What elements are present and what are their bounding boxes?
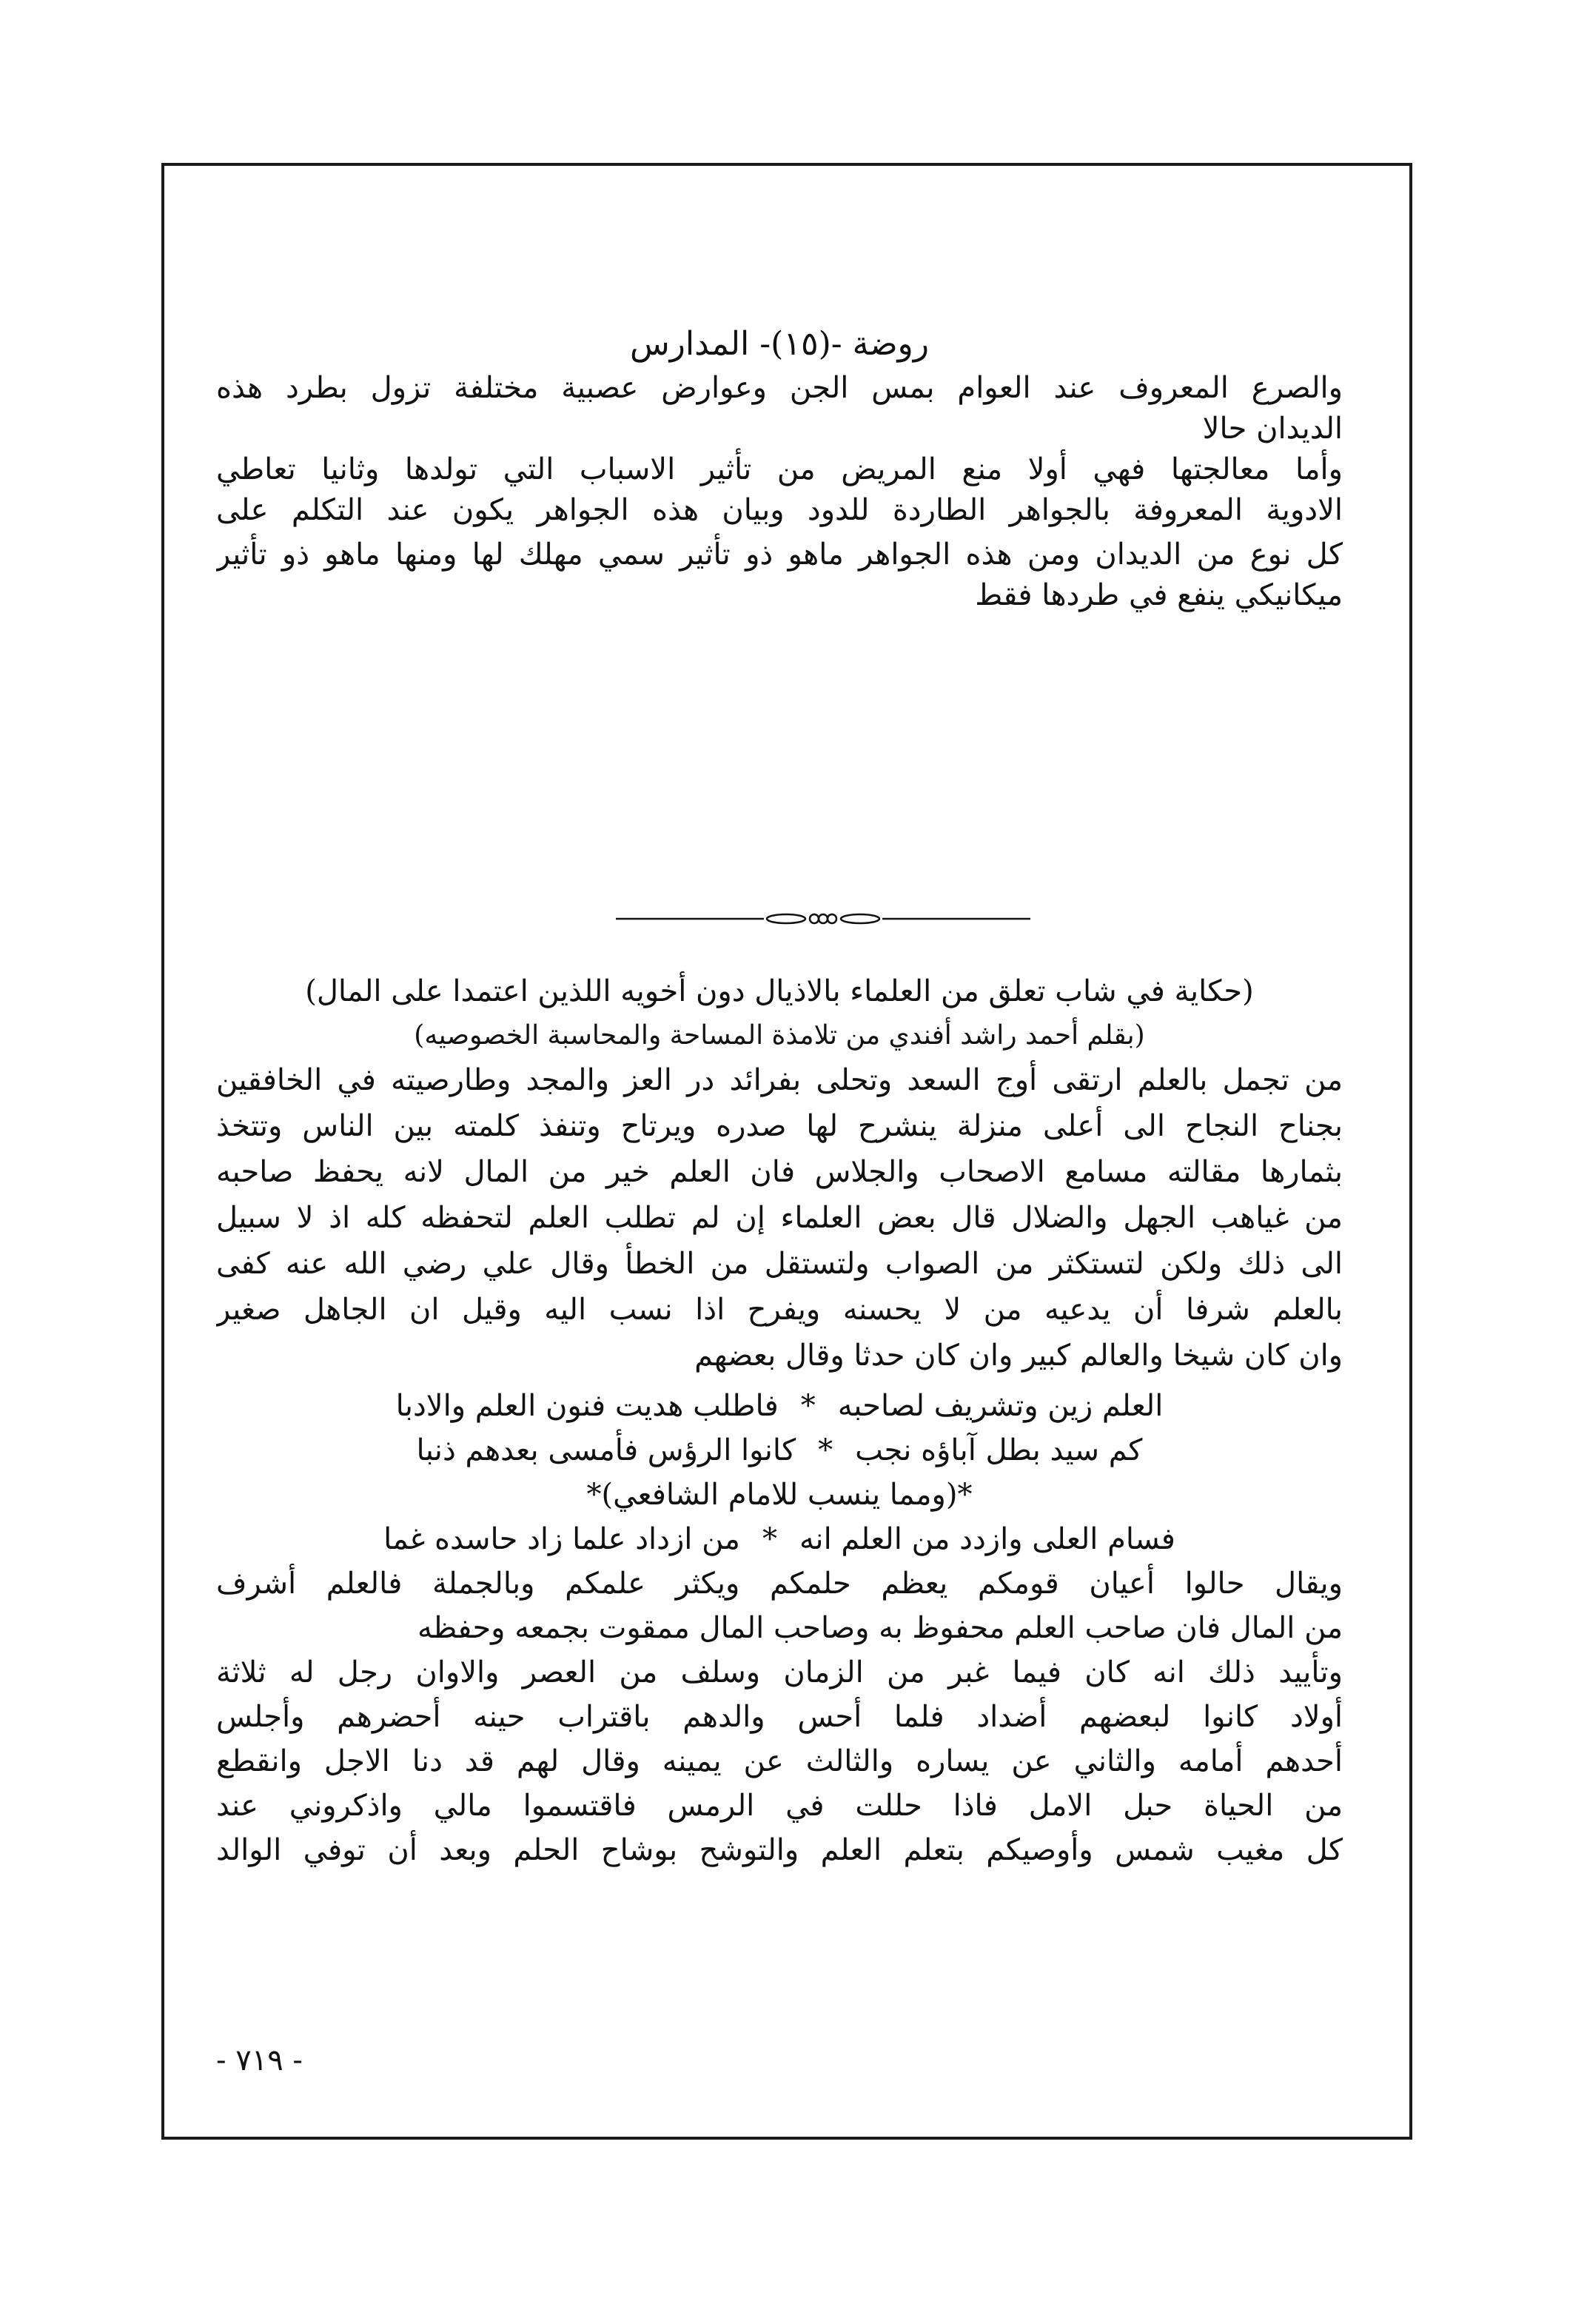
- text-line: ميكانيكي ينفع في طردها فقط: [975, 578, 1343, 612]
- verse-separator-star: *: [800, 1389, 816, 1423]
- text-line: وان كان شيخا والعالم كبير وان كان حدثا وقال بعضهم: [694, 1339, 1343, 1373]
- text-line: الادوية المعروفة بالجواهر الطاردة للدود وبيان هذه الجواهر يكون عند التكلم على: [216, 493, 1343, 527]
- story-author: (بقلم أحمد راشد أفندي من تلامذة المساحة والمحاسبة الخصوصيه): [414, 1020, 1145, 1051]
- text-line: وأما معالجتها فهي أولا منع المريض من تأثير الاسباب التي تولدها وثانيا تعاطي: [216, 452, 1343, 486]
- text-line: أولاد كانوا لبعضهم أضداد فلما أحس والدهم باقتراب حينه أحضرهم وأجلس: [216, 1700, 1343, 1734]
- text-line: وتأييد ذلك انه كان فيما غبر من الزمان وسلف من العصر والاوان رجل له ثلاثة: [216, 1655, 1343, 1690]
- text-line: بثمارها مقالته مسامع الاصحاب والجلاس فان العلم خير من المال لانه يحفظ صاحبه: [216, 1155, 1343, 1189]
- text-line: كل نوع من الديدان ومن هذه الجواهر ماهو ذو تأثير سمي مهلك لها ومنها ماهو ذو تأثير: [216, 538, 1343, 572]
- verse-hemistich: كانوا الرؤس فأمسى بعدهم ذنبا: [416, 1433, 796, 1467]
- text-line: كل مغيب شمس وأوصيكم بتعلم العلم والتوشح بوشاح الحلم وبعد أن توفي الوالد: [216, 1833, 1343, 1867]
- page-content: [216, 166, 1343, 2137]
- page-frame: [161, 163, 1412, 2140]
- verse-hemistich: كم سيد بطل آباؤه نجب: [855, 1433, 1143, 1467]
- verse-separator-star: *: [818, 1433, 833, 1467]
- ornament-divider: [616, 910, 1030, 928]
- text-line: الى ذلك ولكن لتستكثر من الصواب ولتستقل من الخطأ وقال علي رضي الله عنه كفى: [216, 1247, 1343, 1281]
- text-line: من المال فان صاحب العلم محفوظ به وصاحب المال ممقوت بجمعه وحفظه: [417, 1611, 1343, 1645]
- verse-separator-star: *: [762, 1522, 777, 1556]
- text-line: أحدهم أمامه والثاني عن يساره والثالث عن يمينه وقال لهم قد دنا الاجل وانقطع: [216, 1744, 1343, 1778]
- text-line: من الحياة حبل الامل فاذا حللت في الرمس فاقتسموا مالي واذكروني عند: [216, 1789, 1343, 1823]
- verse-hemistich: فاطلب هديت فنون العلم والادبا: [395, 1389, 779, 1423]
- page-number: - ٧١٩ -: [216, 2043, 303, 2077]
- text-line: بالعلم شرفا أن يدعيه من لا يحسنه ويفرح اذا نسب اليه وقيل ان الجاهل صغير: [216, 1293, 1343, 1327]
- verse-attribution: *(ومما ينسب للامام الشافعي)*: [586, 1478, 973, 1512]
- verse-hemistich: فسام العلى وازدد من العلم انه: [799, 1522, 1175, 1556]
- verse-hemistich: من ازداد علما زاد حاسده غما: [383, 1522, 740, 1556]
- text-line: بجناح النجاح الى أعلى منزلة ينشرح لها صدره ويرتاح وتنفذ كلمته بين الناس وتتخذ: [216, 1109, 1343, 1143]
- verse-hemistich: العلم زين وتشريف لصاحبه: [837, 1389, 1164, 1423]
- page-header: روضة -(١٥)- المدارس: [629, 325, 930, 363]
- text-line: الديدان حالا: [1202, 412, 1343, 446]
- story-title: (حكاية في شاب تعلق من العلماء بالاذيال دون أخويه اللذين اعتمدا على المال): [305, 974, 1254, 1008]
- text-line: ويقال حالوا أعيان قومكم يعظم حلمكم ويكثر علمكم وبالجملة فالعلم أشرف: [216, 1567, 1343, 1601]
- text-line: من تجمل بالعلم ارتقى أوج السعد وتحلى بفرائد در العز والمجد وطارصيته في الخافقين: [216, 1063, 1343, 1097]
- text-line: والصرع المعروف عند العوام بمس الجن وعوارض عصبية مختلفة تزول بطرد هذه: [216, 371, 1343, 405]
- text-line: من غياهب الجهل والضلال قال بعض العلماء إن لم تطلب العلم لتحفظه كله اذ لا سبيل: [216, 1201, 1343, 1235]
